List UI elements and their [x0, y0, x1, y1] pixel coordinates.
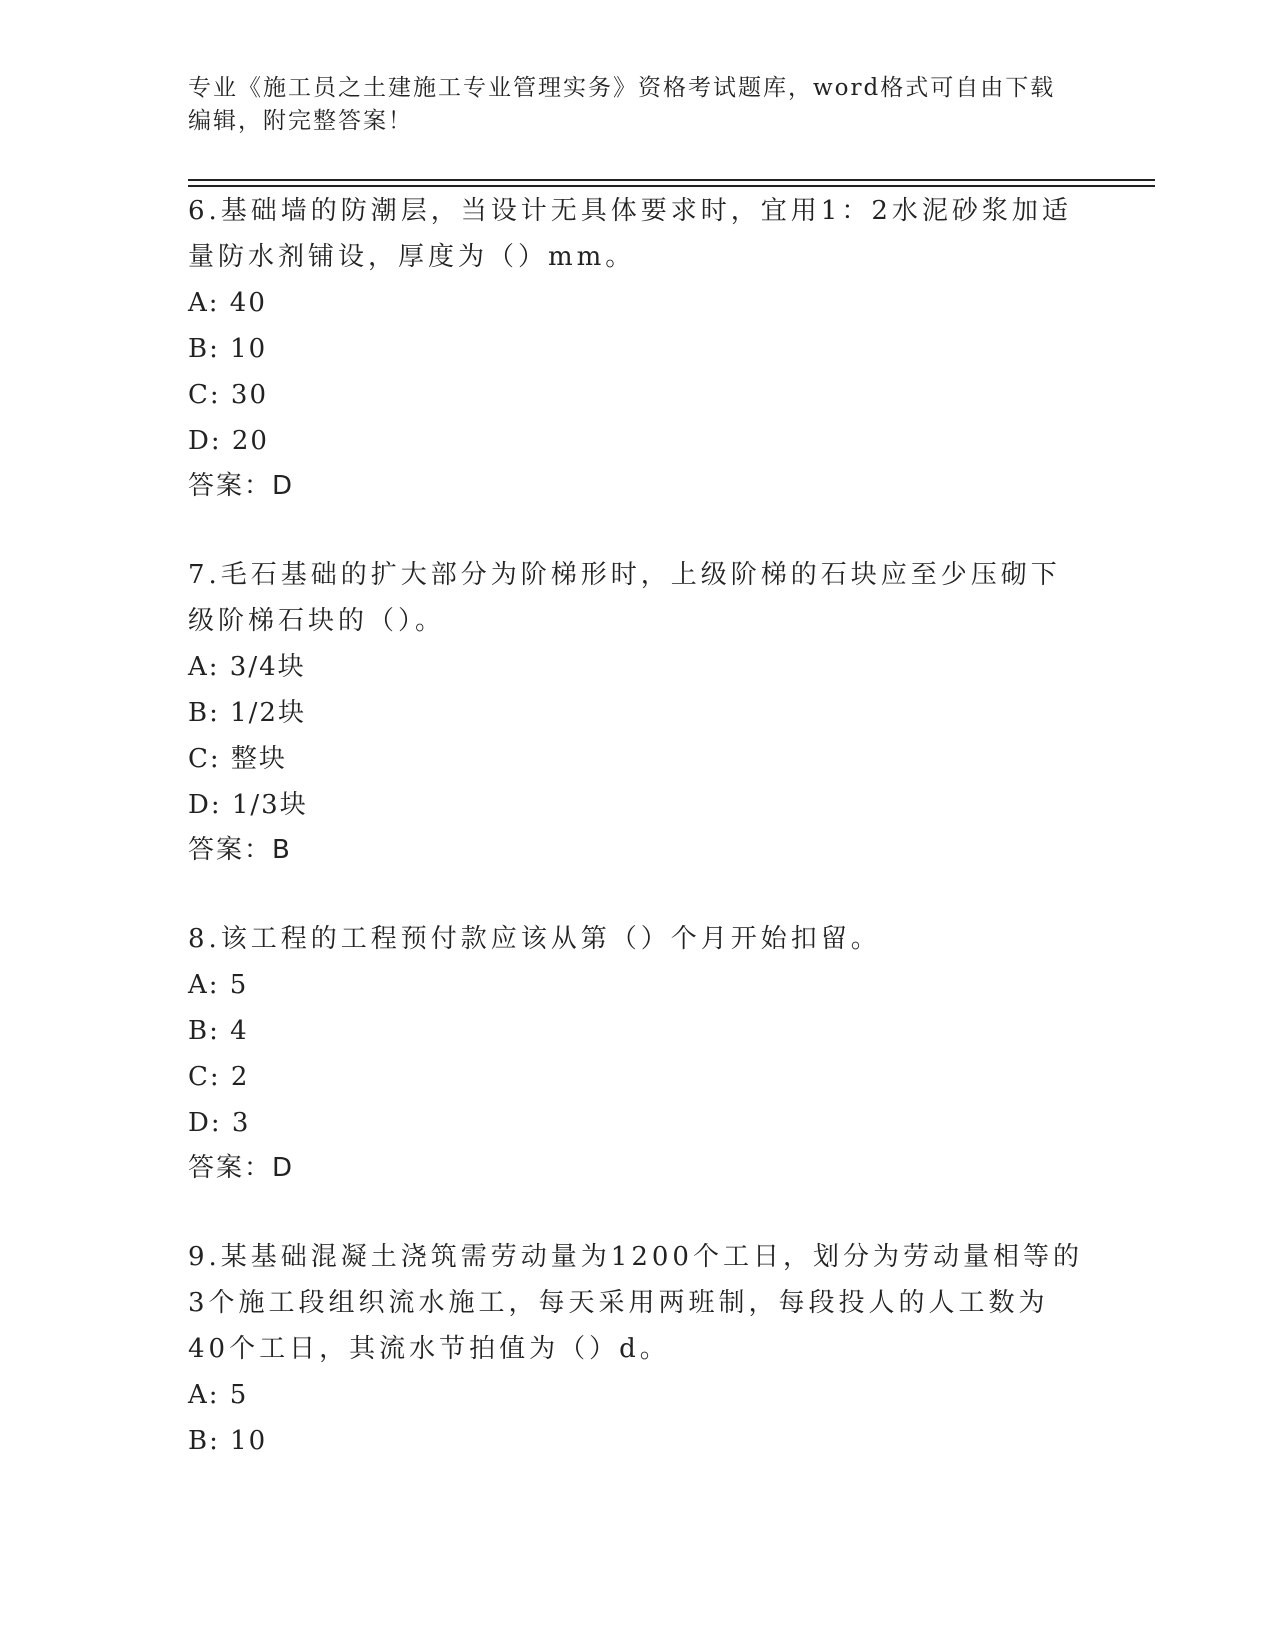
option-b: B: 4 [188, 1016, 249, 1046]
question-stem: 8.该工程的工程预付款应该从第（）个月开始扣留。 [188, 924, 881, 954]
answer: 答案：B [188, 835, 292, 865]
question-stem: 7.毛石基础的扩大部分为阶梯形时，上级阶梯的石块应至少压砌下级阶梯石块的（）。 [188, 560, 1061, 636]
option-c: C: 30 [188, 380, 269, 410]
option-a: A: 40 [188, 288, 267, 318]
question-list [188, 188, 1088, 1508]
option-c: C: 整块 [188, 744, 287, 774]
document-intro: 专业《施工员之土建施工专业管理实务》资格考试题库，word格式可自由下载编辑，附完整答案！ [188, 75, 1056, 134]
question-stem: 9.某基础混凝土浇筑需劳动量为1200个工日，划分为劳动量相等的3个施工段组织流水施工，每天采用两班制，每段投人的人工数为40个工日，其流水节拍值为（）d。 [188, 1242, 1083, 1364]
header-divider-bottom [188, 185, 1155, 187]
option-a: A: 5 [188, 970, 249, 1000]
option-d: D: 1/3块 [188, 790, 308, 820]
option-b: B: 10 [188, 1426, 268, 1456]
answer: 答案：D [188, 471, 295, 501]
question-9 [188, 1234, 1088, 1464]
question-stem: 6.基础墙的防潮层，当设计无具体要求时，宜用1：2水泥砂浆加适量防水剂铺设，厚度为（）mm。 [188, 196, 1072, 272]
question-6 [188, 188, 1088, 508]
option-c: C: 2 [188, 1062, 250, 1092]
option-a: A: 5 [188, 1380, 249, 1410]
option-a: A: 3/4块 [188, 652, 306, 682]
header-divider-top [188, 179, 1155, 181]
option-b: B: 1/2块 [188, 698, 306, 728]
option-d: D: 20 [188, 426, 269, 456]
option-b: B: 10 [188, 334, 268, 364]
answer: 答案：D [188, 1153, 295, 1183]
question-7 [188, 552, 1088, 872]
option-d: D: 3 [188, 1108, 251, 1138]
question-8 [188, 916, 1088, 1190]
